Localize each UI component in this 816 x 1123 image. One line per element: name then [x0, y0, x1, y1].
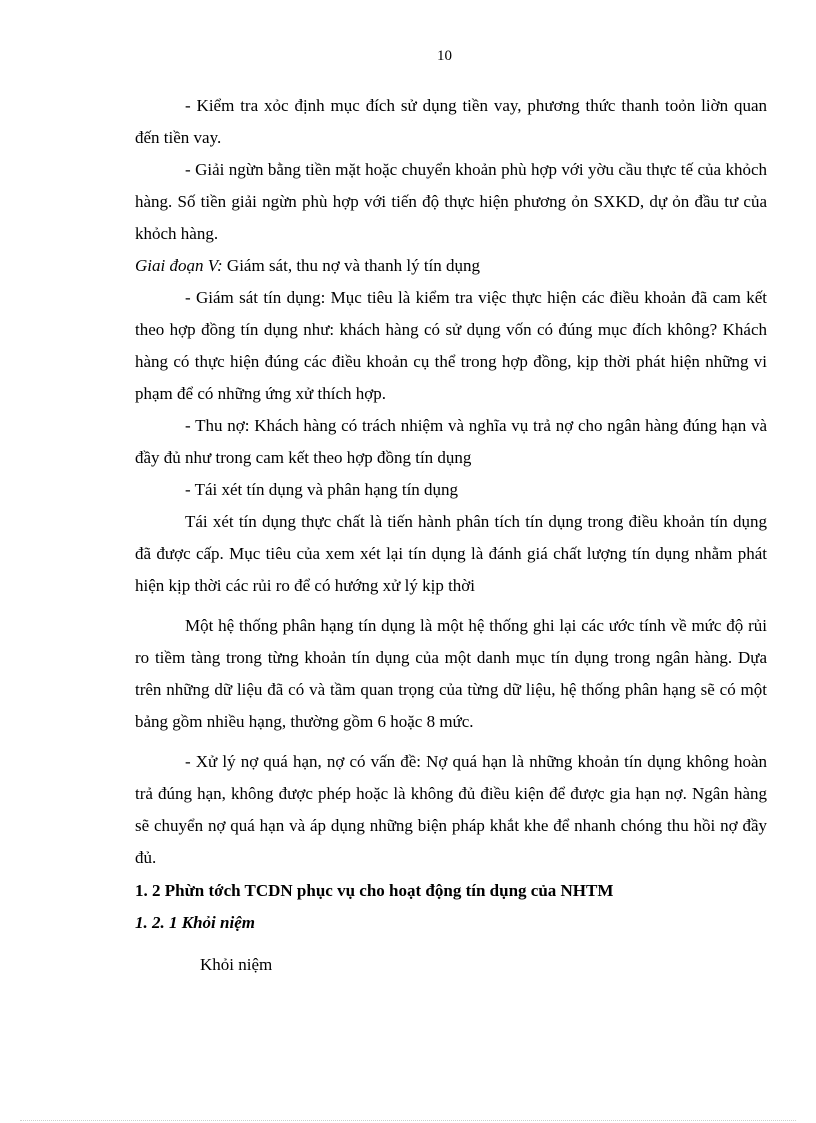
paragraph-rating-system: Một hệ thống phân hạng tín dụng là một hệ thống ghi lại các ước tính về mức độ rủi ro tiềm tàng trong từng khoản tín dụng của một danh mục tín dụng trong ngân hàng. Dựa trên những dữ liệu đã có và tầm quan trọng của từng dữ liệu, hệ thống phân hạng sẽ có một bảng gồm nhiều hạng, thường gồm 6 hoặc 8 mức. [135, 616, 767, 731]
footer-divider [20, 1120, 796, 1121]
paragraph-review-heading: - Tái xét tín dụng và phân hạng tín dụng [185, 480, 459, 499]
paragraph-disbursement: - Giải ngừn bằng tiền mặt hoặc chuyển khoản phù hợp với yờu cầu thực tế của khỏch hàng. Số tiền giải ngừn phù hợp với tiến độ thực hiện phương ỏn SXKD, dự ỏn đầu tư của khỏch hàng. [135, 160, 767, 243]
paragraph-monitoring: - Giám sát tín dụng: Mục tiêu là kiểm tra việc thực hiện các điều khoản đã cam kết theo hợp đồng tín dụng như: khách hàng có sử dụng vốn có đúng mục đích không? Khách hàng có thực hiện đúng các điều khoản cụ thể trong hợp đồng, kịp thời phát hiện những vi phạm để có những ứng xử thích hợp. [135, 288, 767, 403]
section-heading: 1. 2 Phừn tớch TCDN phục vụ cho hoạt động tín dụng của NHTM [135, 881, 614, 900]
subsection-body: Khỏi niệm [200, 955, 273, 974]
paragraph-overdue-debt: - Xử lý nợ quá hạn, nợ có vấn đề: Nợ quá hạn là những khoản tín dụng không hoàn trả đúng hạn, không được phép hoặc là không đủ điều kiện để được gia hạn nợ. Ngân hàng sẽ chuyển nợ quá hạn và áp dụng những biện pháp khắt khe để nhanh chóng thu hồi nợ đầy đủ. [135, 752, 767, 867]
document-body [135, 90, 767, 981]
stage-label: Giai đoạn V: [135, 256, 223, 275]
stage-five-line [135, 250, 767, 282]
paragraph-debt-collection: - Thu nợ: Khách hàng có trách nhiệm và nghĩa vụ trả nợ cho ngân hàng đúng hạn và đầy đủ như trong cam kết theo hợp đồng tín dụng [135, 416, 767, 467]
paragraph-review: Tái xét tín dụng thực chất là tiến hành phân tích tín dụng trong điều khoản tín dụng đã được cấp. Mục tiêu của xem xét lại tín dụng là đánh giá chất lượng tín dụng nhằm phát hiện kịp thời các rủi ro để có hướng xử lý kịp thời [135, 512, 767, 595]
subsection-heading: 1. 2. 1 Khỏi niệm [135, 913, 255, 932]
stage-text: Giám sát, thu nợ và thanh lý tín dụng [222, 256, 481, 275]
paragraph-check-purpose: - Kiểm tra xỏc định mục đích sử dụng tiền vay, phương thức thanh toỏn liờn quan đến tiền vay. [135, 96, 767, 147]
